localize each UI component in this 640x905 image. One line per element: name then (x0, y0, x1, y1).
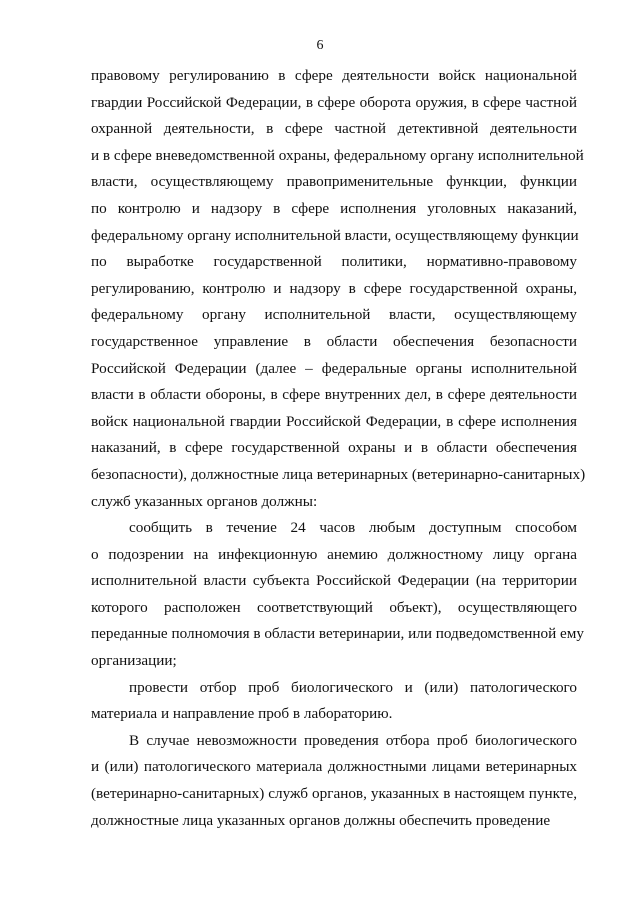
document-body (91, 63, 586, 834)
text-line: федеральному органу исполнительной власти, осуществляющему функции (91, 226, 579, 244)
text-line: и (или) патологического материала должностными лицами ветеринарных (91, 758, 577, 776)
text-line: переданные полномочия в области ветеринарии, или подведомственной ему (91, 625, 584, 643)
text-line: о подозрении на инфекционную анемию должностному лицу органа (91, 545, 577, 563)
text-line: организации; (91, 652, 177, 670)
text-line: должностные лица указанных органов должны обеспечить проведение (91, 811, 551, 829)
page-number: 6 (316, 38, 324, 53)
text-line: власти, осуществляющему правоприменительные функции, функции (91, 173, 577, 191)
text-line: регулированию, контролю и надзору в сфере государственной охраны, (91, 279, 577, 297)
text-line: гвардии Российской Федерации, в сфере оборота оружия, в сфере частной (91, 93, 577, 111)
text-line: государственное управление в области обеспечения безопасности (91, 332, 577, 350)
paragraph-intro (91, 63, 586, 515)
text-line: охранной деятельности, в сфере частной детективной деятельности (91, 120, 577, 138)
text-line: сообщить в течение 24 часов любым доступным способом (129, 519, 577, 537)
text-line: провести отбор проб биологического и (или) патологического (129, 678, 577, 696)
text-line: (ветеринарно-санитарных) служб органов, указанных в настоящем пункте, (91, 785, 577, 803)
paragraph-sampling (91, 675, 577, 728)
text-line: Российской Федерации (далее – федеральные органы исполнительной (91, 359, 577, 377)
paragraph-impossibility (91, 728, 577, 834)
text-line: и в сфере вневедомственной охраны, федеральному органу исполнительной (91, 146, 584, 164)
text-line: войск национальной гвардии Российской Федерации, в сфере исполнения (91, 412, 577, 430)
text-line: служб указанных органов должны: (91, 492, 318, 510)
text-line: федеральному органу исполнительной власти, осуществляющему (91, 306, 577, 324)
text-line: исполнительной власти субъекта Российской Федерации (на территории (91, 572, 577, 590)
text-line: материала и направление проб в лабораторию. (91, 705, 393, 723)
text-line: по выработке государственной политики, нормативно-правовому (91, 253, 577, 271)
text-line: которого расположен соответствующий объект), осуществляющего (91, 598, 577, 616)
text-line: В случае невозможности проведения отбора проб биологического (129, 731, 577, 749)
paragraph-report (91, 515, 584, 675)
text-line: по контролю и надзору в сфере исполнения уголовных наказаний, (91, 199, 577, 217)
text-line: правовому регулированию в сфере деятельности войск национальной (91, 67, 577, 84)
text-line: власти в области обороны, в сфере внутренних дел, в сфере деятельности (91, 386, 577, 404)
text-line: наказаний, в сфере государственной охраны и в области обеспечения (91, 439, 577, 457)
text-line: безопасности), должностные лица ветеринарных (ветеринарно-санитарных) (91, 465, 586, 483)
